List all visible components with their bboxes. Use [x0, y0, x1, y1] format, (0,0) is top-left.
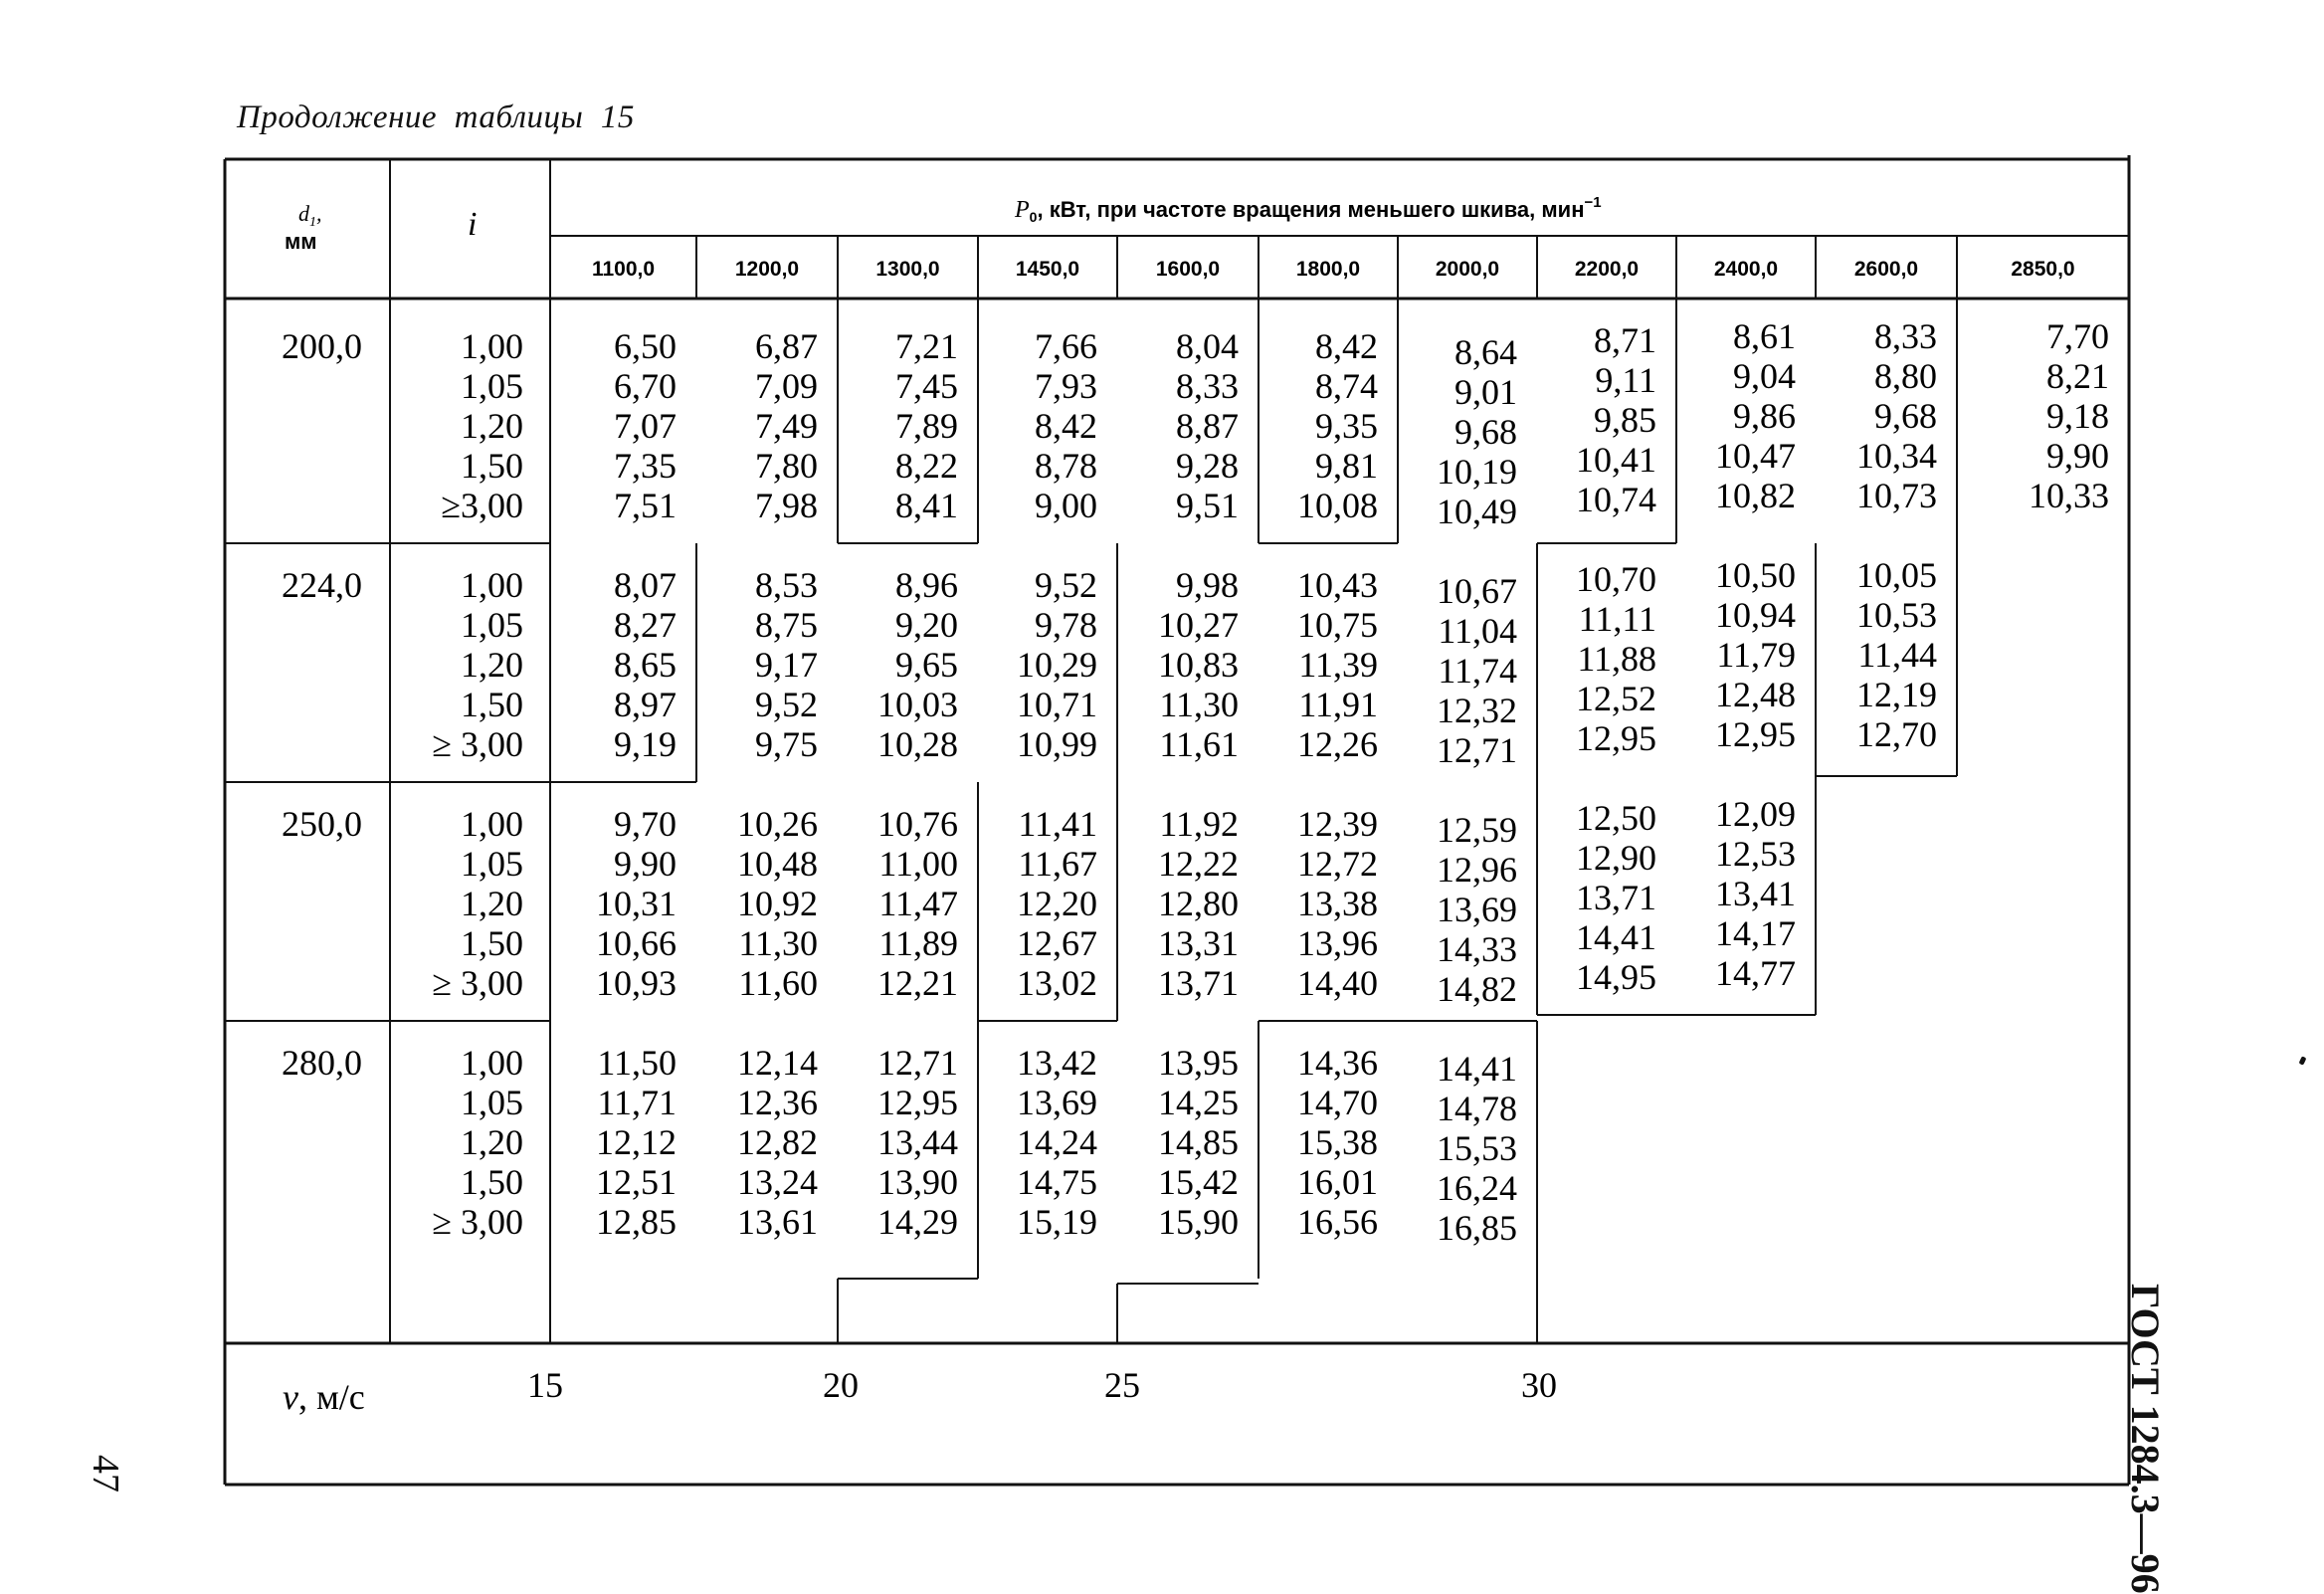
- ratio-value: 1,20: [461, 1122, 523, 1162]
- power-value: 11,00: [878, 844, 958, 884]
- power-value: 7,07: [614, 406, 677, 446]
- diameter-value: 250,0: [282, 804, 362, 844]
- diameter-value: 280,0: [282, 1043, 362, 1083]
- power-value: 10,33: [2029, 476, 2109, 515]
- header-power-label: $P_0$, кВт, при частоте вращения меньшего шкива, мин$^{-1}$: [1015, 194, 1602, 225]
- power-value: 7,70: [2046, 316, 2109, 356]
- power-value: 11,47: [878, 884, 958, 923]
- power-value: 9,90: [2046, 436, 2109, 476]
- power-value: 7,98: [755, 486, 818, 525]
- power-value: 9,19: [614, 724, 677, 764]
- power-value: 7,35: [614, 446, 677, 486]
- power-value: 12,39: [1297, 804, 1378, 844]
- power-value: 10,92: [737, 884, 818, 923]
- power-value: 14,29: [877, 1202, 958, 1242]
- power-value: 13,61: [737, 1202, 818, 1242]
- power-value: 10,28: [877, 724, 958, 764]
- speed-tick: 20: [823, 1365, 859, 1405]
- power-value: 14,70: [1297, 1083, 1378, 1122]
- frequency-label: 1300,0: [875, 258, 940, 281]
- power-value: 9,86: [1733, 396, 1796, 436]
- power-value: 7,49: [755, 406, 818, 446]
- power-value: 13,71: [1158, 963, 1239, 1003]
- power-value: 12,12: [596, 1122, 677, 1162]
- power-value: 10,05: [1856, 555, 1937, 595]
- power-value: 12,71: [877, 1043, 958, 1083]
- power-value: 9,98: [1176, 565, 1239, 605]
- ratio-value: ≥3,00: [441, 486, 523, 525]
- power-value: 12,95: [1576, 718, 1656, 758]
- power-value: 12,26: [1297, 724, 1378, 764]
- power-value: 10,08: [1297, 486, 1378, 525]
- power-value: 8,42: [1035, 406, 1097, 446]
- power-value: 10,26: [737, 804, 818, 844]
- power-value: 14,25: [1158, 1083, 1239, 1122]
- power-value: 11,67: [1018, 844, 1097, 884]
- power-value: 8,96: [895, 565, 958, 605]
- power-value: 10,29: [1017, 645, 1097, 685]
- power-value: 11,71: [597, 1083, 677, 1122]
- power-value: 10,71: [1017, 685, 1097, 724]
- power-value: 12,82: [737, 1122, 818, 1162]
- power-value: 8,53: [755, 565, 818, 605]
- power-value: 9,00: [1035, 486, 1097, 525]
- power-value: 11,41: [1018, 804, 1097, 844]
- diameter-value: 224,0: [282, 565, 362, 605]
- power-value: 9,65: [895, 645, 958, 685]
- power-value: 8,22: [895, 446, 958, 486]
- ratio-value: 1,50: [461, 1162, 523, 1202]
- power-value: 12,14: [737, 1043, 818, 1083]
- power-value: 10,49: [1437, 492, 1517, 531]
- power-value: 12,09: [1715, 794, 1796, 834]
- power-value: 8,07: [614, 565, 677, 605]
- power-value: 8,33: [1176, 366, 1239, 406]
- power-value: 7,51: [614, 486, 677, 525]
- frequency-label: 1450,0: [1015, 258, 1080, 281]
- power-value: 11,44: [1857, 635, 1937, 675]
- power-value: 12,22: [1158, 844, 1239, 884]
- power-value: 9,18: [2046, 396, 2109, 436]
- power-value: 13,24: [737, 1162, 818, 1202]
- power-value: 10,76: [877, 804, 958, 844]
- power-value: 11,30: [738, 923, 818, 963]
- power-value: 12,96: [1437, 850, 1517, 890]
- power-value: 10,73: [1856, 476, 1937, 515]
- speed-scale: [527, 1365, 1557, 1405]
- power-value: 9,52: [755, 685, 818, 724]
- power-value: 10,82: [1715, 476, 1796, 515]
- power-value: 12,48: [1715, 675, 1796, 714]
- power-value: 9,20: [895, 605, 958, 645]
- power-value: 8,65: [614, 645, 677, 685]
- power-value: 15,53: [1437, 1128, 1517, 1168]
- power-value: 11,91: [1298, 685, 1378, 724]
- power-value: 9,52: [1035, 565, 1097, 605]
- ratio-value: ≥ 3,00: [432, 963, 523, 1003]
- frequency-header-row: [592, 258, 2075, 281]
- speed-label: v, м/с: [283, 1377, 365, 1417]
- power-value: 12,85: [596, 1202, 677, 1242]
- power-value: 9,01: [1454, 372, 1517, 412]
- power-value: 10,48: [737, 844, 818, 884]
- power-value: 8,74: [1315, 366, 1378, 406]
- power-value: 6,70: [614, 366, 677, 406]
- power-value: 14,17: [1715, 913, 1796, 953]
- power-value: 11,39: [1298, 645, 1378, 685]
- power-value: 13,69: [1017, 1083, 1097, 1122]
- power-value: 13,02: [1017, 963, 1097, 1003]
- ratio-value: ≥ 3,00: [432, 724, 523, 764]
- power-value: 12,71: [1437, 730, 1517, 770]
- power-value: 10,47: [1715, 436, 1796, 476]
- power-value: 10,99: [1017, 724, 1097, 764]
- power-value: 14,40: [1297, 963, 1378, 1003]
- power-value: 7,09: [755, 366, 818, 406]
- power-value: 13,69: [1437, 890, 1517, 929]
- header-i-label: i: [468, 206, 478, 243]
- power-value: 8,21: [2046, 356, 2109, 396]
- frequency-label: 2200,0: [1574, 258, 1640, 281]
- power-value: 12,51: [596, 1162, 677, 1202]
- power-value: 9,75: [755, 724, 818, 764]
- power-value: 12,19: [1856, 675, 1937, 714]
- power-value: 8,27: [614, 605, 677, 645]
- row-labels: [282, 326, 523, 1242]
- power-value: 15,90: [1158, 1202, 1239, 1242]
- power-value: 8,87: [1176, 406, 1239, 446]
- power-value: 16,01: [1297, 1162, 1378, 1202]
- power-value: 12,59: [1437, 810, 1517, 850]
- power-value: 13,41: [1715, 874, 1796, 913]
- diameter-value: 200,0: [282, 326, 362, 366]
- power-value: 10,67: [1437, 571, 1517, 611]
- ratio-value: 1,50: [461, 685, 523, 724]
- power-value: 8,33: [1874, 316, 1937, 356]
- power-value: 13,95: [1158, 1043, 1239, 1083]
- power-value: 10,19: [1437, 452, 1517, 492]
- power-value: 11,92: [1159, 804, 1239, 844]
- ratio-value: 1,05: [461, 605, 523, 645]
- page-number: 47: [85, 1455, 126, 1493]
- power-value: 12,80: [1158, 884, 1239, 923]
- frequency-label: 2850,0: [2011, 258, 2075, 281]
- frequency-label: 2600,0: [1853, 258, 1919, 281]
- power-value: 9,90: [614, 844, 677, 884]
- power-value: 6,50: [614, 326, 677, 366]
- power-value: 9,70: [614, 804, 677, 844]
- power-value: 13,96: [1297, 923, 1378, 963]
- frequency-label: 1200,0: [734, 258, 800, 281]
- power-value: 10,41: [1576, 440, 1656, 480]
- power-value: 8,78: [1035, 446, 1097, 486]
- power-value: 9,51: [1176, 486, 1239, 525]
- power-value: 12,90: [1576, 838, 1656, 878]
- power-value: 13,44: [877, 1122, 958, 1162]
- header-d-label: $d_1$,: [298, 201, 322, 230]
- power-value: 16,85: [1437, 1208, 1517, 1248]
- power-value: 12,36: [737, 1083, 818, 1122]
- power-value: 10,75: [1297, 605, 1378, 645]
- power-value: 15,42: [1158, 1162, 1239, 1202]
- ratio-value: 1,20: [461, 884, 523, 923]
- power-value: 14,78: [1437, 1089, 1517, 1128]
- power-value: 11,30: [1159, 685, 1239, 724]
- power-value: 12,95: [1715, 714, 1796, 754]
- power-value: 8,61: [1733, 316, 1796, 356]
- power-value: 7,89: [895, 406, 958, 446]
- power-value: 12,72: [1297, 844, 1378, 884]
- power-value: 10,50: [1715, 555, 1796, 595]
- power-value: 16,24: [1437, 1168, 1517, 1208]
- ratio-value: 1,00: [461, 1043, 523, 1083]
- power-value: 10,31: [596, 884, 677, 923]
- ratio-value: ≥ 3,00: [432, 1202, 523, 1242]
- power-value: 12,32: [1437, 691, 1517, 730]
- power-value: 14,77: [1715, 953, 1796, 993]
- power-value: 9,68: [1454, 412, 1517, 452]
- power-value: 9,68: [1874, 396, 1937, 436]
- power-value: 14,24: [1017, 1122, 1097, 1162]
- power-value: 12,53: [1715, 834, 1796, 874]
- ratio-value: 1,00: [461, 565, 523, 605]
- power-value: 11,11: [1578, 599, 1656, 639]
- power-value: 7,80: [755, 446, 818, 486]
- power-value: 10,03: [877, 685, 958, 724]
- frequency-label: 2400,0: [1713, 258, 1779, 281]
- power-value: 6,87: [755, 326, 818, 366]
- ratio-value: 1,05: [461, 844, 523, 884]
- header-d-unit: мм: [285, 229, 317, 254]
- power-value: 9,81: [1315, 446, 1378, 486]
- power-value: 7,93: [1035, 366, 1097, 406]
- power-value: 8,41: [895, 486, 958, 525]
- power-value: 12,52: [1576, 679, 1656, 718]
- power-value: 8,64: [1454, 332, 1517, 372]
- speed-tick: 25: [1104, 1365, 1140, 1405]
- table-cells: [596, 316, 2109, 1248]
- power-value: 10,43: [1297, 565, 1378, 605]
- power-value: 10,27: [1158, 605, 1239, 645]
- power-value: 9,85: [1594, 400, 1656, 440]
- power-value: 9,11: [1595, 360, 1656, 400]
- standard-designation: ГОСТ 1284.3—96: [2123, 1284, 2168, 1594]
- power-value: 12,50: [1576, 798, 1656, 838]
- power-value: 8,97: [614, 685, 677, 724]
- power-value: 16,56: [1297, 1202, 1378, 1242]
- frequency-label: 1100,0: [591, 258, 656, 281]
- speed-tick: 30: [1521, 1365, 1557, 1405]
- power-value: 8,04: [1176, 326, 1239, 366]
- ratio-value: 1,50: [461, 446, 523, 486]
- power-value: 12,67: [1017, 923, 1097, 963]
- power-value: 11,88: [1577, 639, 1656, 679]
- power-value: 8,75: [755, 605, 818, 645]
- power-value: 10,53: [1856, 595, 1937, 635]
- power-value: 11,89: [878, 923, 958, 963]
- power-value: 7,45: [895, 366, 958, 406]
- power-value: 11,50: [597, 1043, 677, 1083]
- power-value: 13,71: [1576, 878, 1656, 917]
- power-value: 14,75: [1017, 1162, 1097, 1202]
- power-value: 7,21: [895, 326, 958, 366]
- frequency-label: 1800,0: [1295, 258, 1361, 281]
- power-value: 12,95: [877, 1083, 958, 1122]
- power-value: 14,41: [1576, 917, 1656, 957]
- power-value: 15,19: [1017, 1202, 1097, 1242]
- power-value: 8,80: [1874, 356, 1937, 396]
- power-value: 10,94: [1715, 595, 1796, 635]
- ratio-value: 1,00: [461, 326, 523, 366]
- frequency-label: 2000,0: [1435, 258, 1500, 281]
- ratio-value: 1,05: [461, 1083, 523, 1122]
- power-value: 14,95: [1576, 957, 1656, 997]
- power-value: 13,31: [1158, 923, 1239, 963]
- table-caption: Продолжение таблицы 15: [237, 100, 635, 135]
- power-value: 10,66: [596, 923, 677, 963]
- power-value: 15,38: [1297, 1122, 1378, 1162]
- frequency-label: 1600,0: [1155, 258, 1221, 281]
- power-value: 14,41: [1437, 1049, 1517, 1089]
- power-value: 10,70: [1576, 559, 1656, 599]
- power-value: 9,17: [755, 645, 818, 685]
- power-value: 11,79: [1716, 635, 1796, 675]
- power-value: 14,82: [1437, 969, 1517, 1009]
- ratio-value: 1,50: [461, 923, 523, 963]
- power-value: 14,33: [1437, 929, 1517, 969]
- power-value: 10,34: [1856, 436, 1937, 476]
- power-value: 9,28: [1176, 446, 1239, 486]
- power-value: 12,20: [1017, 884, 1097, 923]
- power-value: 14,85: [1158, 1122, 1239, 1162]
- power-value: 10,93: [596, 963, 677, 1003]
- power-value: 13,90: [877, 1162, 958, 1202]
- power-value: 9,04: [1733, 356, 1796, 396]
- power-value: 10,74: [1576, 480, 1656, 519]
- power-value: 11,60: [738, 963, 818, 1003]
- ratio-value: 1,20: [461, 406, 523, 446]
- power-value: 13,42: [1017, 1043, 1097, 1083]
- power-value: 8,42: [1315, 326, 1378, 366]
- power-value: 11,04: [1438, 611, 1517, 651]
- ratio-value: 1,00: [461, 804, 523, 844]
- power-value: 13,38: [1297, 884, 1378, 923]
- power-value: 8,71: [1594, 320, 1656, 360]
- power-value: 11,61: [1159, 724, 1239, 764]
- speed-tick: 15: [527, 1365, 563, 1405]
- power-value: 10,83: [1158, 645, 1239, 685]
- power-value: 12,21: [877, 963, 958, 1003]
- power-value: 11,74: [1438, 651, 1517, 691]
- power-value: 9,78: [1035, 605, 1097, 645]
- power-value: 7,66: [1035, 326, 1097, 366]
- power-value: 14,36: [1297, 1043, 1378, 1083]
- ratio-value: 1,20: [461, 645, 523, 685]
- power-value: 12,70: [1856, 714, 1937, 754]
- power-value: 9,35: [1315, 406, 1378, 446]
- ratio-value: 1,05: [461, 366, 523, 406]
